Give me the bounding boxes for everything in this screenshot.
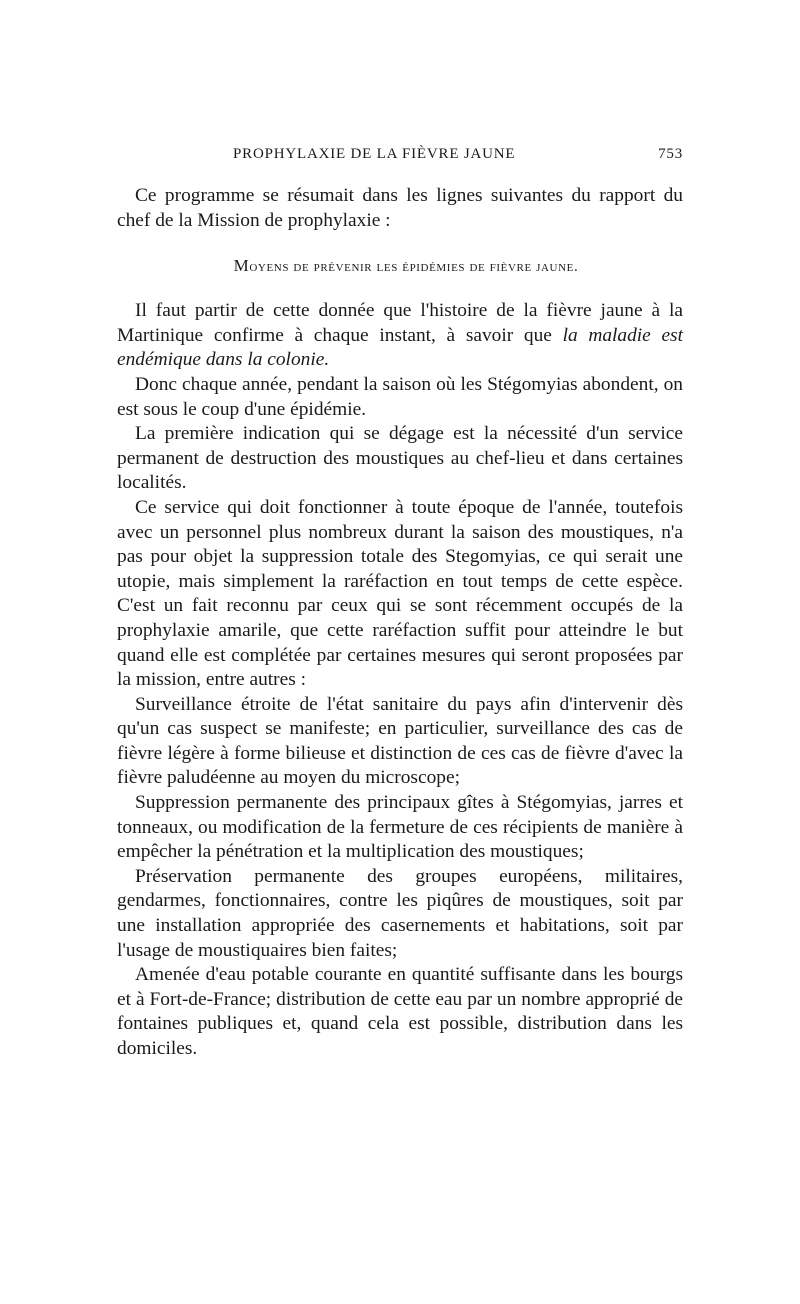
- paragraph-1: [117, 299, 683, 373]
- paragraph-1-text: Il faut partir de cette donnée que l'histoire de la fièvre jaune à la Martinique confirme à chaque instant, à savoir que: [117, 300, 683, 346]
- paragraph-6: Suppression permanente des principaux gîtes à Stégomyias, jarres et tonneaux, ou modification de la fermeture de ces récipients de manière à empêcher la pénétration et la multiplication des moustiques;: [117, 792, 683, 863]
- paragraph-8: Amenée d'eau potable courante en quantité suffisante dans les bourgs et à Fort-de-France; distribution de cette eau par un nombre approprié de fontaines publiques et, quand cela est possible, distribution dans les domiciles.: [117, 964, 683, 1059]
- running-header: [117, 146, 683, 170]
- paragraph-7: Préservation permanente des groupes européens, militaires, gendarmes, fonctionnaires, contre les piqûres de moustiques, soit par une installation appropriée des casernements et habitations, soit par l'usage de moustiquaires bien faites;: [117, 865, 683, 961]
- book-page: [117, 146, 683, 1062]
- page-number: 753: [658, 146, 683, 162]
- section-heading-text: oyens de prévenir les épidémies de fièvre jaune.: [249, 259, 579, 276]
- intro-paragraph: Ce programme se résumait dans les lignes suivantes du rapport du chef de la Mission de prophylaxie :: [117, 185, 683, 231]
- paragraph-5: Surveillance étroite de l'état sanitaire du pays afin d'intervenir dès qu'un cas suspect se manifeste; en particulier, surveillance des cas de fièvre légère à forme bilieuse et distinction de ces cas de fièvre d'avec la fièvre paludéenne au moyen du microscope;: [117, 693, 683, 789]
- paragraph-3: La première indication qui se dégage est la nécessité d'un service permanent de destruction des moustiques au chef-lieu et dans certaines localités.: [117, 423, 683, 494]
- section-heading: [117, 256, 683, 277]
- running-title: PROPHYLAXIE DE LA FIÈVRE JAUNE: [233, 146, 516, 162]
- paragraph-2: Donc chaque année, pendant la saison où les Stégomyias abondent, on est sous le coup d'une épidémie.: [117, 373, 683, 420]
- paragraph-1-emphasis: la maladie est endémique dans la colonie.: [117, 324, 683, 371]
- section-heading-initial: M: [233, 256, 250, 276]
- body-text: [117, 184, 683, 1062]
- paragraph-4: Ce service qui doit fonctionner à toute époque de l'année, toutefois avec un personnel plus nombreux durant la saison des moustiques, n'a pas pour objet la suppression totale des Stegomyias, ce qui serait une utopie, mais simplement la raréfaction en tout temps de cette espèce. C'est un fait reconnu par ceux qui se sont récemment occupés de la prophylaxie amarile, que cette raréfaction suffit pour atteindre le but quand elle est complétée par certaines mesures qui seront proposées par la mission, entre autres :: [117, 496, 683, 691]
